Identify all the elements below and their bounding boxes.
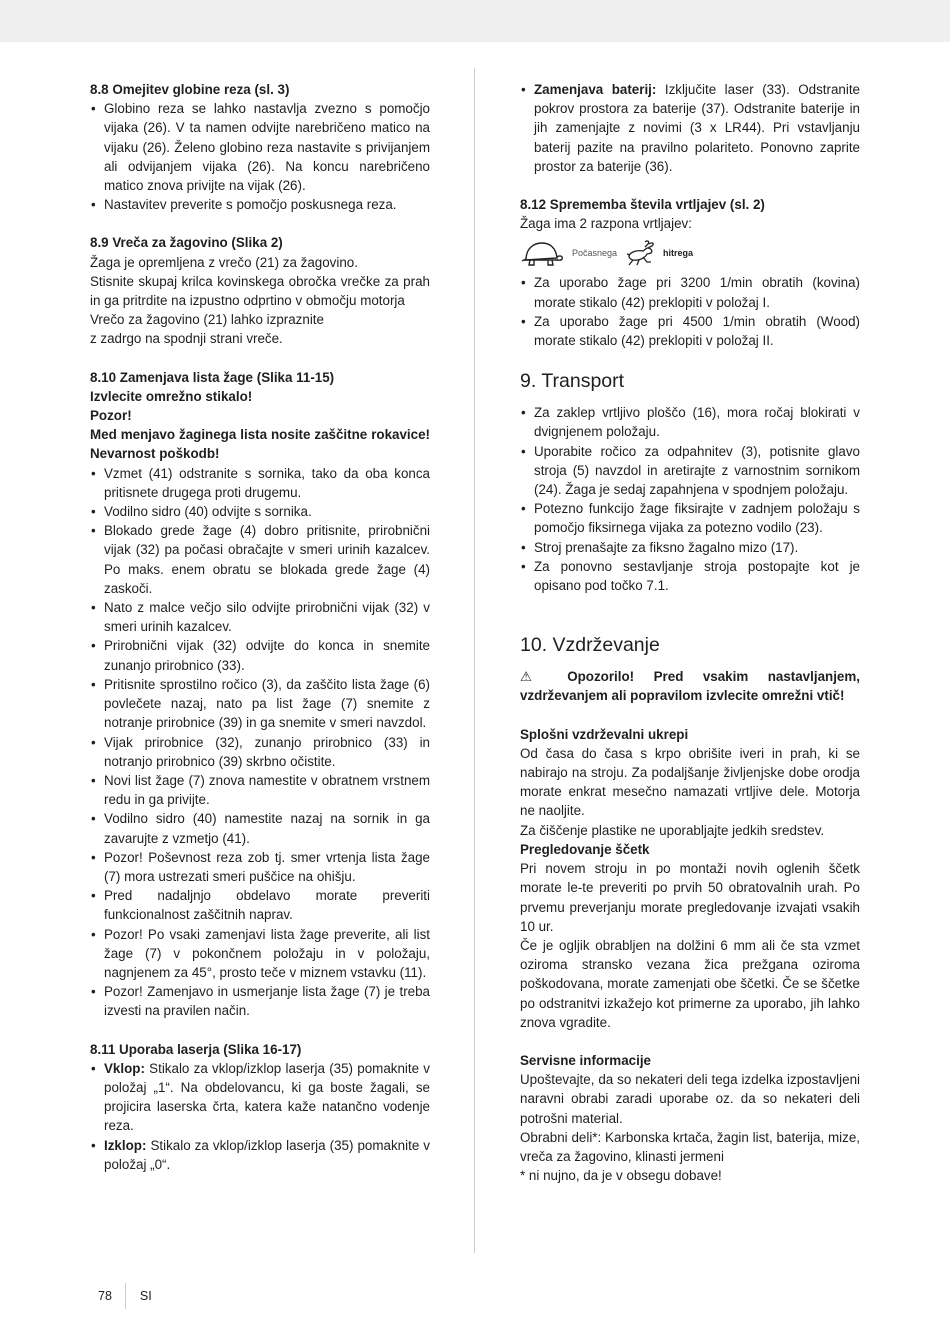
item-label: Izklop: [104,1137,147,1153]
column-divider [474,68,475,1253]
maintenance-warning: ⚠ Opozorilo! Pred vsakim nastavljanjem, vzdrževanjem ali popravilom izvlecite omrežni vtič! [520,669,860,704]
paragraph: Stisnite skupaj krilca kovinskega obročka vrečke za prah in ga pritrdite na izpustno odprtino v območju motorja [90,273,430,309]
list-item: • Prirobnični vijak (32) odvijte do konca in snemite zunanjo prirobnico (33). [90,636,430,674]
list-item: • Stroj prenašajte za fiksno žagalno mizo (17). [520,538,860,557]
list-item: • Novi list žage (7) znova namestite v obratnem vrstnem redu in ga privijte. [90,771,430,809]
list-item: • Za ponovno sestavljanje stroja postopajte kot je opisano pod točko 7.1. [520,557,860,595]
section-8-10-heading: 8.10 Zamenjava lista žage (Slika 11-15) [90,369,335,385]
list-item [90,1059,430,1136]
language-code: SI [139,1289,152,1303]
paragraph: Žaga je opremljena z vrečo (21) za žagovino. [90,254,358,270]
section-9-heading: 9. Transport [520,370,625,393]
section-8-8-heading: 8.8 Omejitev globine reza (sl. 3) [90,82,290,97]
section-8-11-heading: 8.11 Uporaba laserja (Slika 16-17) [90,1041,302,1057]
item-text: Izključite laser (33). Odstranite pokrov prostora za baterije (37). Odstranite baterije in jih zamenjajte z novimi (3 x LR44). Pri vstavljanju baterij pazite na pravilno polariteto. Ponovno zaprite prostor za baterije (36). [534,82,860,174]
right-column [520,80,860,1185]
item-text: Stikalo za vklop/izklop laserja (35) pomaknite v položaj „1“. Na obdelovancu, ki ga boste žagali, se projicira laserska črta, katera kaže natančno vodenje reza. [104,1060,430,1134]
list-item: • Vodilno sidro (40) odvijte s sornika. [90,502,430,521]
section-8-9-heading: 8.9 Vreča za žagovino (Slika 2) [90,235,283,251]
page-number: 78 [98,1289,112,1303]
slow-speed-label: Počasnega [572,247,618,258]
list-item: • Za uporabo žage pri 3200 1/min obratih (kovina) morate stikalo (42) preklopiti v položaj I. [520,273,860,311]
warning-text: Med menjavo žaginega lista nosite zaščitne rokavice! Nevarnost poškodb! [90,427,430,462]
list-item: • Pozor! Zamenjavo in usmerjanje lista žage (7) je treba izvesti na pravilen način. [90,982,430,1020]
paragraph: Od časa do časa s krpo obrišite iveri in prah, ki se nabirajo na stroju. Za podaljšanje življenjske dobe orodja morate enkrat mesečno namazati vrtljive dele. Motorja ne naoljite. [520,745,860,819]
turtle-icon [520,238,564,268]
item-text: Stikalo za vklop/izklop laserja (35) pomaknite v položaj „0“. [104,1137,430,1172]
list-item: • Za zaklep vrtljivo ploščo (16), mora ročaj blokirati v dvignjenem položaju. [520,403,860,441]
section-8-12-list [520,273,860,350]
item-label: Vklop: [104,1060,145,1076]
section-8-10-list [90,464,430,1021]
list-item: • Vzmet (41) odstranite s sornika, tako da oba konca pritisnete drugega proti drugemu. [90,464,430,502]
list-item: • Pozor! Po vsaki zamenjavi lista žage preverite, ali list žage (7) v pokončnem položaju in v položaju, nagnjenem za 45°, prosto teče v miznem vstavku (11). [90,925,430,983]
left-column [90,80,430,1174]
list-item [90,1136,430,1174]
paragraph: Pri novem stroju in po montaži novih oglenih ščetk morate le-te preveriti po prvih 50 obratovalnih urah. Po prvemu preverjanju morate pregledovanje izvajati vsakih 10 ur. [520,861,860,934]
battery-list [520,80,860,176]
speed-icons [520,235,860,271]
list-item: • Pozor! Poševnost reza zob tj. smer vrtenja lista žage (7) mora ustrezati smeri puščice na ohišju. [90,848,430,886]
page-footer [98,1283,152,1309]
section-8-11-list [90,1059,430,1174]
paragraph: z zadrgo na spodnji strani vreče. [90,331,283,347]
list-item: • Vodilno sidro (40) namestite nazaj na sornik in ga zavarujte z vzmetjo (41). [90,809,430,847]
section-8-8-list [90,99,430,214]
list-item: • Vijak prirobnice (32), zunanjo prirobnico (33) in notranjo prirobnico (39) skrbno očistite. [90,733,430,771]
paragraph: Žaga ima 2 razpona vrtljajev: [520,216,692,232]
list-item: • Blokado grede žage (4) dobro pritisnite, prirobnični vijak (32) pa počasi obračajte v smeri urinih kazalcev. Po maks. enem obratu se blokada grede žage (4) zaskoči. [90,521,430,598]
section-9-list [520,403,860,595]
item-label: Zamenjava baterij: [534,82,657,97]
paragraph: * ni nujno, da je v obsegu dobave! [520,1168,722,1184]
paragraph: Če je ogljik obrabljen na dolžini 6 mm ali če sta vzmet oziroma stransko vezana žica prežgana oziroma poškodovana, morate zamenjati obe ščetki. Če se ščetke po odstranitvi izkažejo kot primerne za uporabo, jih lahko znova vgradite. [520,937,860,1030]
paragraph: Upoštevajte, da so nekateri deli tega izdelka izpostavljeni naravni obrabi zaradi uporabe oz. da so nekateri deli potrošni material. [520,1072,860,1126]
list-item: • Pred nadaljnjo obdelavo morate preveriti funkcionalnost zaščitnih naprav. [90,886,430,924]
list-item [520,80,860,176]
warning-text: Izvlecite omrežno stikalo! [90,388,253,404]
footer-divider [125,1283,126,1309]
service-info-heading: Servisne informacije [520,1052,651,1068]
list-item: • Nato z malce večjo silo odvijte prirobnični vijak (32) v smeri urinih kazalcev. [90,598,430,636]
list-item: • Pritisnite sprostilno ročico (3), da zaščito lista žage (6) povlečete nazaj, nato pa list žage (7) snemite z notranje prirobnice (39) in ga snemite v smeri navzdol. [90,675,430,733]
brush-inspection-heading: Pregledovanje ščetk [520,841,650,857]
warning-text: Pozor! [90,408,132,424]
list-item: • Za uporabo žage pri 4500 1/min obratih (Wood) morate stikalo (42) preklopiti v položaj II. [520,312,860,350]
top-gray-band [0,0,950,42]
fast-speed-label: hitrega [663,247,694,258]
paragraph: Vrečo za žagovino (21) lahko izpraznite [90,312,324,328]
rabbit-icon [625,238,659,268]
list-item: • Globino reza se lahko nastavlja zvezno s pomočjo vijaka (26). V ta namen odvijte narebričeno matico na vijaku (26). Želeno globino reza nastavite s privijanjem ali odvijanjem vijaka (26). Na koncu narebričeno matico znova privijte na vijak (26). [90,99,430,195]
section-8-12-heading: 8.12 Sprememba števila vrtljajev (sl. 2) [520,197,765,213]
list-item: • Nastavitev preverite s pomočjo poskusnega reza. [90,195,430,214]
general-maintenance-heading: Splošni vzdrževalni ukrepi [520,726,689,742]
list-item: • Uporabite ročico za odpahnitev (3), potisnite glavo stroja (5) navzdol in aretirajte z varnostnim sornikom (24). Žaga je sedaj zapahnjena v spodnjem položaju. [520,442,860,500]
paragraph: Za čiščenje plastike ne uporabljajte jedkih sredstev. [520,822,825,838]
section-10-heading: 10. Vzdrževanje [520,634,660,657]
paragraph: Obrabni deli*: Karbonska krtača, žagin list, baterija, mize, vreča za žagovino, klinasti jermeni [520,1129,860,1164]
list-item: • Potezno funkcijo žage fiksirajte v zadnjem položaju s pomočjo fiksirnega vijaka za potezno vodilo (23). [520,499,860,537]
